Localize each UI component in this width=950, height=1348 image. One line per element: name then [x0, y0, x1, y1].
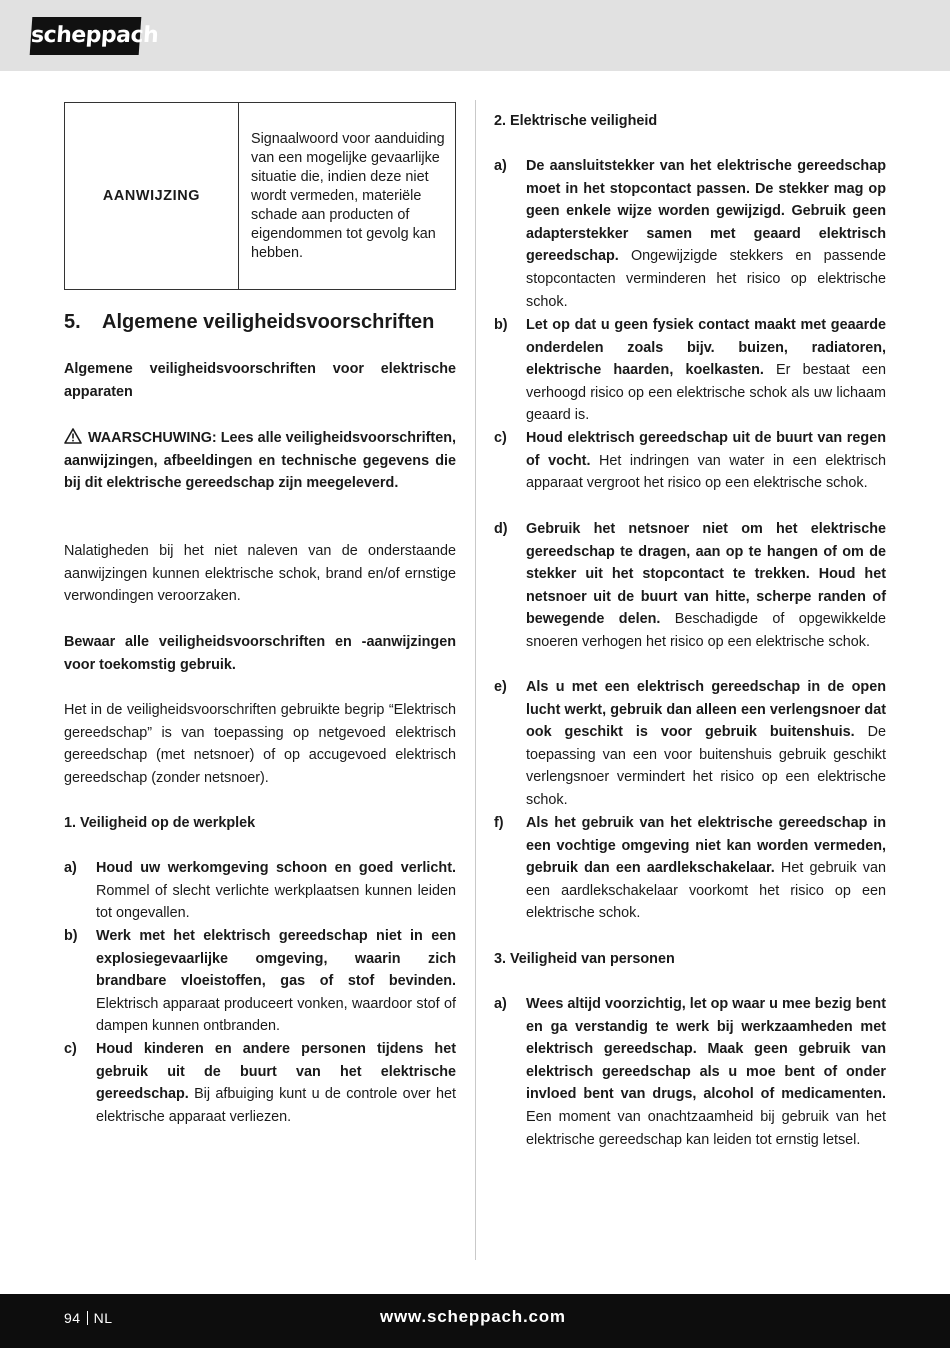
list-item-text: De toepassing van een voor buitenshuis gebruik geschikt verlengsnoer vermindert het risico op een elektrische schok. — [526, 724, 886, 808]
page-number: 94 — [64, 1310, 81, 1326]
list-item-bold: De aansluitstekker van het elektrische gereedschap moet in het stopcontact passen. De stekker mag op geen enkele wijze worden gewijzigd. Gebruik geen adapterstekker samen met geaard elektrisch gereedschap. — [526, 158, 886, 265]
list-item-bold: Houd uw werkomgeving schoon en goed verlicht. — [96, 860, 456, 876]
heading-workplace-safety: 1. Veiligheid op de werkplek — [64, 815, 256, 831]
list-item-label: b) — [64, 928, 78, 944]
list-item — [64, 1038, 456, 1128]
language-code: NL — [93, 1310, 113, 1326]
warning-text: WAARSCHUWING: Lees alle veiligheidsvoorschriften, aanwijzingen, afbeeldingen en technische gegevens die bij dit elektrische gereedschap zijn meegeleverd. — [64, 430, 456, 492]
list-item-label: a) — [494, 996, 507, 1012]
list-item-bold: Gebruik het netsnoer niet om het elektrische gereedschap te dragen, aan op te hangen of om de stekker uit het stopcontact te trekken. Houd het netsnoer uit de buurt van hitte, scherpe randen of bewegende delen. — [526, 521, 886, 628]
list-item-bold: Houd elektrisch gereedschap uit de buurt van regen of vocht. — [526, 430, 886, 469]
heading-personal-safety: 3. Veiligheid van personen — [494, 951, 675, 967]
list-item — [494, 812, 886, 925]
page-indicator — [64, 1310, 112, 1326]
warning-paragraph — [64, 427, 456, 495]
list-item — [494, 676, 886, 812]
list-item-bold: Als u met een elektrisch gereedschap in de open lucht werkt, gebruik dan alleen een verlengsnoer dat ook geschikt is voor gebruik buitenshuis. — [526, 679, 886, 741]
page-separator — [87, 1311, 88, 1325]
list-item — [494, 993, 886, 1151]
list-item-bold: Wees altijd voorzichtig, let op waar u mee bezig bent en ga verstandig te werk bij werkzaamheden met elektrisch gereedschap. Maak geen gebruik van elektrisch gereedschap als u moe bent of onder invloed bent van drugs, alcohol of medicamenten. — [526, 996, 886, 1103]
list-item — [494, 427, 886, 495]
list-item-text: Elektrisch apparaat produceert vonken, waardoor stof of dampen kunnen ontbranden. — [96, 995, 456, 1035]
list-item-text: Het gebruik van een aardlekschakelaar voorkomt het risico op een elektrische schok. — [526, 860, 886, 922]
paragraph-definition: Het in de veiligheidsvoorschriften gebruikte begrip “Elektrisch gereedschap” is van toepassing op netgevoed elektrisch gereedschap (met netsnoer) of op accugevoed elektrisch gereedschap (zonder netsnoer). — [64, 702, 456, 786]
list-item-bold: Houd kinderen en andere personen tijdens het gebruik uit de buurt van het elektrische gereedschap. — [96, 1041, 456, 1103]
list-item-text: Rommel of slecht verlichte werkplaatsen kunnen leiden tot ongevallen. — [96, 882, 456, 922]
section-subtitle: Algemene veiligheidsvoorschriften voor elektrische apparaten — [64, 361, 456, 400]
signal-word: AANWIJZING — [65, 103, 239, 290]
website-url: www.scheppach.com — [380, 1307, 566, 1326]
list-item-label: a) — [64, 860, 77, 876]
list-item-bold: Let op dat u geen fysiek contact maakt met geaarde onderdelen zoals bijv. buizen, radiatoren, elektrische haarden, koelkasten. — [526, 317, 886, 379]
list-item-label: f) — [494, 815, 504, 831]
paragraph-keep-instructions: Bewaar alle veiligheidsvoorschriften en -aanwijzingen voor toekomstig gebruik. — [64, 634, 456, 673]
list-item-text: Ongewijzigde stekkers en passende stopcontacten verminderen het risico op elektrische schok. — [526, 248, 886, 310]
header-bar — [0, 0, 950, 71]
section-title-text: Algemene veiligheidsvoorschriften — [102, 311, 435, 333]
list-item-text: Er bestaat een verhoogd risico op een elektrische schok als uw lichaam geaard is. — [526, 362, 886, 424]
list-item-text: Beschadigde of opgewikkelde snoeren verhogen het risico op een elektrische schok. — [526, 611, 886, 650]
list-item — [64, 857, 456, 925]
signal-word-table — [64, 102, 456, 290]
warning-triangle-icon — [64, 428, 82, 444]
list-item-label: b) — [494, 317, 508, 333]
heading-electrical-safety: 2. Elektrische veiligheid — [494, 113, 658, 129]
list-item — [494, 155, 886, 313]
list-item-bold: Werk met het elektrisch gereedschap niet in een explosiegevaarlijke omgeving, waarin zich brandbare vloeistoffen, gas of stof bevinden. — [96, 928, 456, 990]
paragraph-negligence: Nalatigheden bij het niet naleven van de onderstaande aanwijzingen kunnen elektrische schok, brand en/of ernstige verwondingen veroorzaken. — [64, 543, 456, 605]
footer-bar — [0, 1294, 950, 1348]
list-item-bold: Als het gebruik van het elektrische gereedschap in een vochtige omgeving niet kan worden vermeden, gebruik dan een aardlekschakelaar. — [526, 815, 886, 877]
list-item-text: Bij afbuiging kunt u de controle over het elektrische apparaat verliezen. — [96, 1086, 456, 1125]
list-item-text: Het indringen van water in een elektrisch apparaat vergroot het risico op een elektrische schok. — [526, 452, 886, 492]
list-item-label: c) — [64, 1041, 77, 1057]
signal-word-description: Signaalwoord voor aanduiding van een mogelijke gevaarlijke situatie die, indien deze niet wordt vermeden, materiële schade aan producten of eigendommen tot gevolg kan hebben. — [239, 103, 456, 290]
list-item — [494, 518, 886, 654]
list-item-label: a) — [494, 158, 507, 174]
list-item — [494, 314, 886, 427]
list-item-label: c) — [494, 430, 507, 446]
section-title — [64, 311, 456, 334]
list-item-text: Een moment van onachtzaamheid bij gebruik van het elektrische gereedschap kan leiden tot ernstig letsel. — [526, 1108, 886, 1148]
section-number: 5. — [64, 311, 81, 333]
list-item-label: d) — [494, 521, 508, 537]
list-item-label: e) — [494, 679, 507, 695]
list-item — [64, 925, 456, 1038]
brand-logo: scheppach — [30, 17, 142, 55]
column-divider — [475, 100, 476, 1260]
